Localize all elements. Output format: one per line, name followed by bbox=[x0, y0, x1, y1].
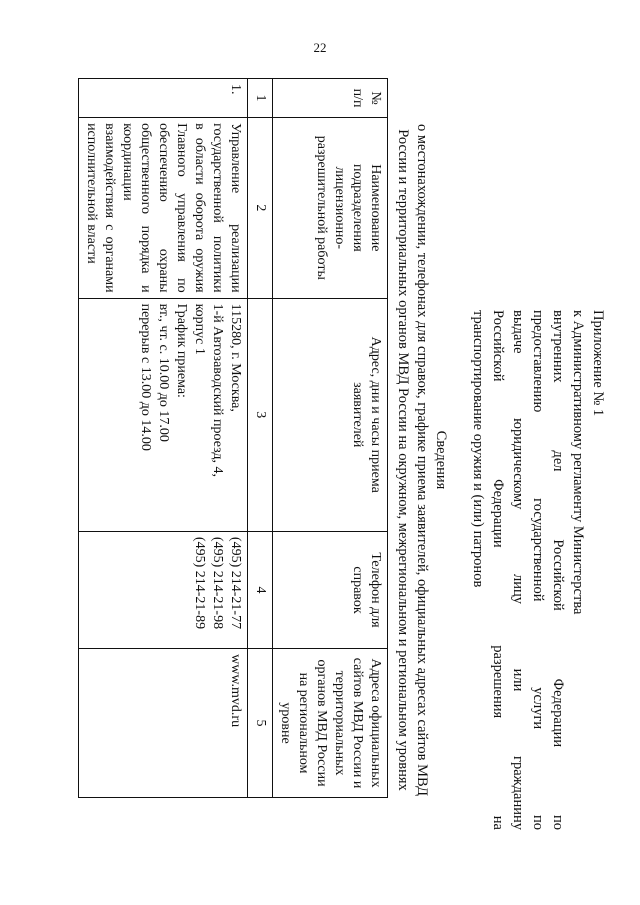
annex-line: выдаче юридическому лицу или гражданину bbox=[510, 310, 526, 830]
address-line: 115280, г. Москва, bbox=[228, 303, 243, 412]
rotated-page-content bbox=[20, 60, 620, 900]
phone-line: (495) 214-21-98 bbox=[210, 536, 225, 630]
column-number: 2 bbox=[248, 118, 273, 299]
column-number: 1 bbox=[248, 79, 273, 118]
header-phone: Телефон для справок bbox=[273, 531, 388, 648]
phone-line: (495) 214-21-89 bbox=[192, 536, 207, 630]
row-phones bbox=[79, 531, 248, 648]
column-number-row bbox=[248, 79, 273, 798]
address-line: График приема: bbox=[174, 303, 189, 398]
address-line: 1-й Автозаводский проезд, 4, bbox=[210, 303, 225, 477]
annex-line: внутренних дел Российской Федерации по bbox=[550, 310, 566, 830]
heading-line: о местонахождении, телефонах для справок, графике приема заявителей, официальных адресах сайтов МВД bbox=[414, 123, 430, 797]
info-table bbox=[78, 78, 388, 798]
annex-line: транспортирование оружия и (или) патронов bbox=[470, 310, 486, 588]
row-website: www.mvd.ru bbox=[79, 649, 248, 798]
heading-title: Сведения bbox=[433, 430, 449, 490]
heading-line: России и территориальных органов МВД России на окружном, межрегиональном и региональном уровнях bbox=[395, 129, 411, 791]
column-number: 3 bbox=[248, 298, 273, 531]
annex-line: предоставлению государственной услуги по bbox=[530, 310, 546, 830]
annex-title: Приложение № 1 bbox=[590, 310, 606, 417]
header-address: Адрес, дни и часы приема заявителей bbox=[273, 298, 388, 531]
annex-line: к Административному регламенту Министерства bbox=[570, 310, 586, 615]
column-number: 5 bbox=[248, 649, 273, 798]
annex-block bbox=[468, 310, 608, 830]
table-row bbox=[79, 79, 248, 798]
row-unit: Управление реализации государственной политики в области оборота оружия Главного управления по обеспечению охраны общественного порядка и координации взаимодействия с органами исполнительной власти bbox=[79, 118, 248, 299]
phone-line: (495) 214-21-77 bbox=[228, 536, 243, 630]
header-website: Адреса официальных сайтов МВД России и территориальных органов МВД России на региональном уровне bbox=[273, 649, 388, 798]
address-line: корпус 1 bbox=[192, 303, 207, 355]
header-unit: Наименование подразделения лицензионно-разрешительной работы bbox=[273, 118, 388, 299]
address-line: перерыв с 13.00 до 14.00 bbox=[138, 303, 153, 451]
table-header-row bbox=[273, 79, 388, 798]
row-number: 1. bbox=[79, 79, 248, 118]
page-number: 22 bbox=[313, 40, 327, 55]
row-address bbox=[79, 298, 248, 531]
column-number: 4 bbox=[248, 531, 273, 648]
annex-line: Российской Федерации разрешения на bbox=[490, 310, 506, 830]
header-number: № п/п bbox=[273, 79, 388, 118]
address-line: вт., чт. с. 10.00 до 17.00 bbox=[156, 303, 171, 442]
section-heading bbox=[393, 90, 450, 830]
